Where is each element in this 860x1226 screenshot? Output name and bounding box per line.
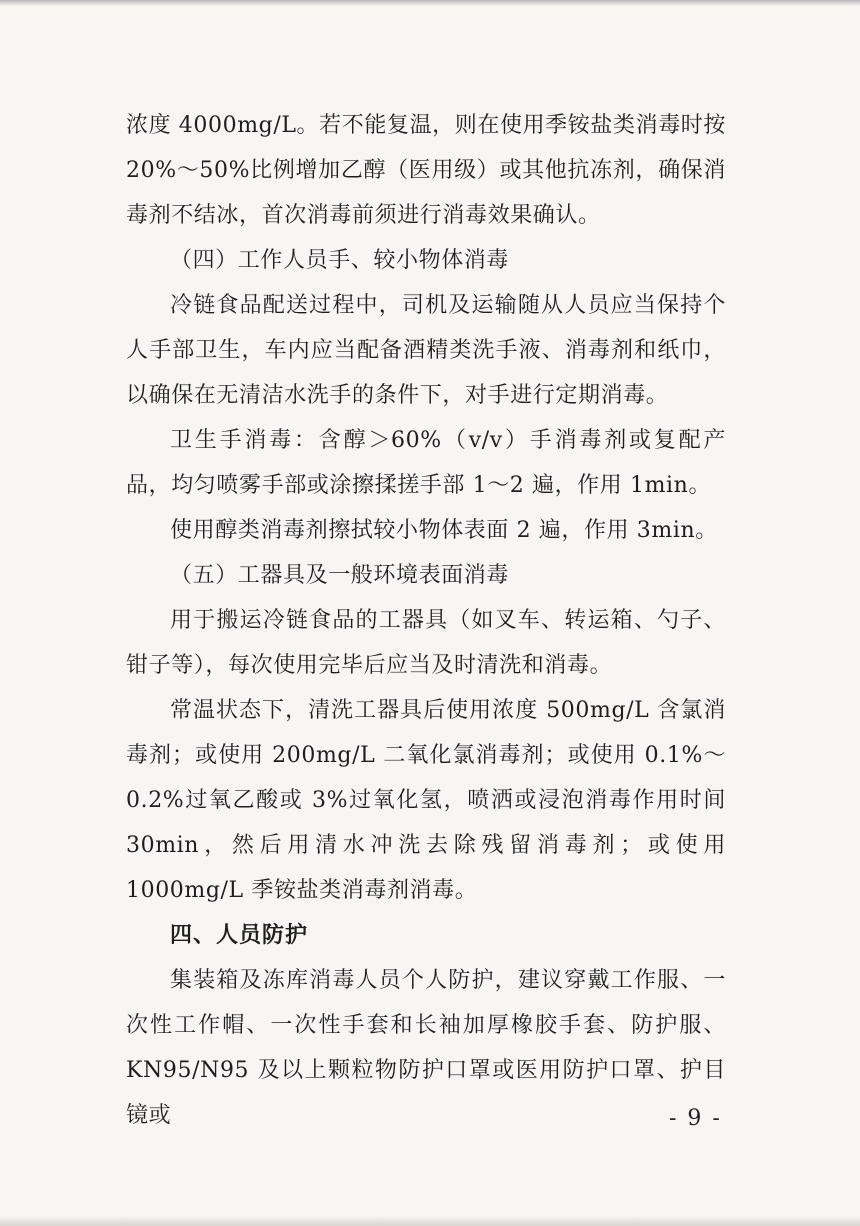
paragraph-room-temperature: 常温状态下，清洗工器具后使用浓度 500mg/L 含氯消毒剂；或使用 200mg/L 二氧化氯消毒剂；或使用 0.1%～0.2%过氧乙酸或 3%过氧化氢，喷洒或浸泡消毒作用时间 30min，然后用清水冲洗去除残留消毒剂；或使用 1000mg/L 季铵盐类消毒剂消毒。 xyxy=(126,698,726,903)
section-heading-personnel-protection: 四、人员防护 xyxy=(170,923,309,948)
scan-edge-bottom xyxy=(0,1216,860,1226)
subheading-hand-disinfection: （四）工作人员手、较小物体消毒 xyxy=(170,248,510,273)
page-number: - 9 - xyxy=(669,1106,722,1131)
paragraph-driver-hygiene: 冷链食品配送过程中，司机及运输随从人员应当保持个人手部卫生，车内应当配备酒精类洗手液、消毒剂和纸巾，以确保在无清洁水洗手的条件下，对手进行定期消毒。 xyxy=(126,293,726,408)
subheading-tools-surfaces: （五）工器具及一般环境表面消毒 xyxy=(170,563,510,588)
document-body xyxy=(126,103,726,1138)
paragraph-hand-sanitizer: 卫生手消毒：含醇＞60%（v/v）手消毒剂或复配产品，均匀喷雾手部或涂擦揉搓手部 1～2 遍，作用 1min。 xyxy=(126,428,726,498)
paragraph-protective-equipment: 集装箱及冻库消毒人员个人防护，建议穿戴工作服、一次性工作帽、一次性手套和长袖加厚橡胶手套、防护服、KN95/N95 及以上颗粒物防护口罩或医用防护口罩、护目镜或 xyxy=(126,968,726,1128)
paragraph-tools: 用于搬运冷链食品的工器具（如叉车、转运箱、勺子、钳子等），每次使用完毕后应当及时清洗和消毒。 xyxy=(126,608,726,678)
scan-edge-top xyxy=(0,0,860,6)
paragraph-small-objects: 使用醇类消毒剂擦拭较小物体表面 2 遍，作用 3min。 xyxy=(170,518,718,543)
paragraph-continuation: 浓度 4000mg/L。若不能复温，则在使用季铵盐类消毒时按20%～50%比例增加乙醇（医用级）或其他抗冻剂，确保消毒剂不结冰，首次消毒前须进行消毒效果确认。 xyxy=(126,113,726,228)
